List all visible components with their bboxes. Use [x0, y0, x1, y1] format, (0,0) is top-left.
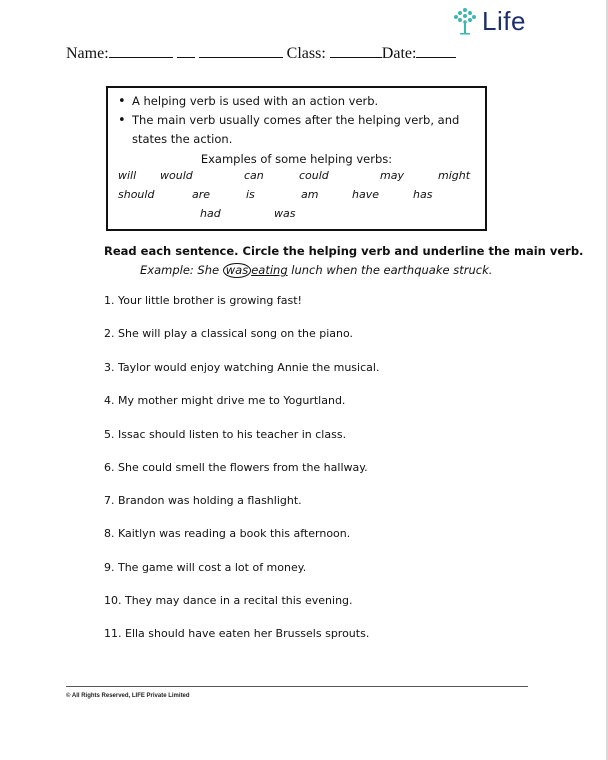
worksheet-header	[66, 43, 456, 63]
example-circled-verb: was	[223, 263, 251, 278]
sentence[interactable]: 4. My mother might drive me to Yogurtland.	[104, 394, 346, 407]
sentence[interactable]: 1. Your little brother is growing fast!	[104, 294, 302, 307]
example-word: has	[413, 188, 433, 201]
name-blank-2[interactable]	[177, 43, 195, 58]
name-label: Name:	[66, 45, 109, 62]
sentence[interactable]: 9. The game will cost a lot of money.	[104, 561, 307, 574]
example-word: may	[380, 169, 404, 182]
logo-text: Life	[482, 5, 526, 36]
date-label: Date:	[381, 45, 417, 62]
name-blank[interactable]	[109, 43, 173, 58]
sentence[interactable]: 10. They may dance in a recital this evening.	[104, 594, 353, 607]
helping-verb-info-box	[106, 86, 487, 231]
sentence[interactable]: 3. Taylor would enjoy watching Annie the musical.	[104, 361, 380, 374]
class-blank[interactable]	[330, 43, 382, 58]
example-word: was	[274, 207, 296, 220]
example-word: will	[118, 169, 137, 182]
example-word: would	[160, 169, 193, 182]
example-word: can	[244, 169, 264, 182]
example-word: are	[192, 188, 211, 201]
life-logo	[452, 6, 526, 36]
example-word: am	[301, 188, 319, 201]
example-word: might	[438, 169, 471, 182]
rule-bullet-1: • A helping verb is used with an action verb.	[116, 92, 478, 111]
tree-icon	[452, 7, 478, 35]
rule-bullet-2: • The main verb usually comes after the helping verb, and states the action.	[116, 111, 478, 149]
example-word: had	[200, 207, 221, 220]
copyright-footer: © All Rights Reserved, LIFE Private Limited	[66, 693, 190, 699]
date-blank[interactable]	[416, 43, 456, 58]
example-word: have	[352, 188, 379, 201]
class-label: Class:	[286, 45, 326, 62]
rules-list	[116, 92, 478, 149]
sentence[interactable]: 11. Ella should have eaten her Brussels sprouts.	[104, 627, 370, 640]
instructions: Read each sentence. Circle the helping verb and underline the main verb.	[104, 244, 584, 258]
sentence[interactable]: 2. She will play a classical song on the piano.	[104, 327, 354, 340]
example-word: should	[118, 188, 155, 201]
sentence[interactable]: 5. Issac should listen to his teacher in class.	[104, 428, 347, 441]
example-word: is	[246, 188, 255, 201]
example-suffix: lunch when the earthquake struck.	[287, 263, 493, 277]
sentence[interactable]: 6. She could smell the flowers from the hallway.	[104, 461, 368, 474]
sentence[interactable]: 7. Brandon was holding a flashlight.	[104, 494, 302, 507]
examples-title: Examples of some helping verbs:	[200, 152, 393, 166]
example-sentence	[140, 263, 492, 278]
footer-divider	[66, 686, 528, 687]
example-word: could	[299, 169, 329, 182]
sentence[interactable]: 8. Kaitlyn was reading a book this afternoon.	[104, 527, 351, 540]
name-blank-3[interactable]	[199, 43, 283, 58]
example-prefix: Example: She	[140, 263, 223, 277]
example-underlined-verb: eating	[251, 263, 288, 277]
